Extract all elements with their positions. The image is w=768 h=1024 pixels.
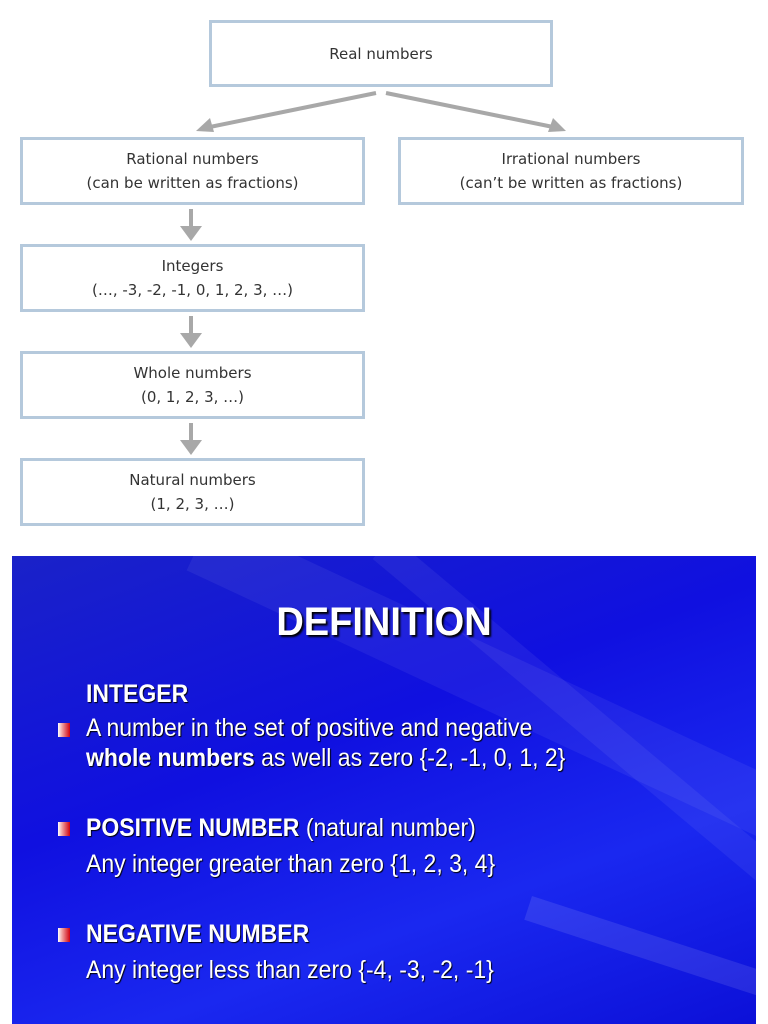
slide-title: DEFINITION (276, 600, 492, 644)
natural-note: (1, 2, 3, …) (150, 495, 235, 513)
whole-note: (0, 1, 2, 3, …) (140, 388, 245, 406)
arrow-real-to-irrational (386, 93, 558, 128)
negative-description: Any integer less than zero {-4, -3, -2, -1} (86, 956, 494, 984)
integer-definition-rest: as well as zero {-2, -1, 0, 1, 2} (254, 744, 566, 772)
bullet-icon (58, 822, 70, 836)
definition-slide (12, 556, 756, 1024)
irrational-label: Irrational numbers (501, 150, 641, 168)
negative-heading: NEGATIVE NUMBER (86, 920, 310, 948)
real-label: Real numbers (329, 44, 433, 63)
positive-description: Any integer greater than zero {1, 2, 3, 4} (86, 850, 496, 878)
whole-numbers-emphasis: whole numbers (86, 744, 255, 772)
natural-label: Natural numbers (129, 471, 256, 489)
arrow-real-to-rational (205, 93, 376, 128)
background-streak (524, 896, 756, 1012)
box-rational-numbers (20, 137, 365, 205)
box-integers (20, 244, 365, 312)
rational-label: Rational numbers (126, 150, 259, 168)
integer-definition-line2 (86, 744, 565, 773)
rational-note: (can be written as fractions) (86, 174, 299, 192)
positive-heading: POSITIVE NUMBER (86, 814, 300, 842)
positive-paren: (natural number) (299, 814, 476, 842)
irrational-note: (can’t be written as fractions) (459, 174, 683, 192)
box-natural-numbers (20, 458, 365, 526)
box-real-numbers (209, 20, 553, 87)
whole-label: Whole numbers (133, 364, 252, 382)
box-irrational-numbers (398, 137, 744, 205)
bullet-icon (58, 928, 70, 942)
positive-number-line (86, 814, 476, 843)
integer-heading: INTEGER (86, 680, 189, 708)
bullet-icon (58, 723, 70, 737)
integers-label: Integers (161, 257, 224, 275)
integers-note: (…, -3, -2, -1, 0, 1, 2, 3, …) (91, 281, 294, 299)
box-whole-numbers (20, 351, 365, 419)
integer-definition-line1: A number in the set of positive and negative (86, 714, 533, 742)
